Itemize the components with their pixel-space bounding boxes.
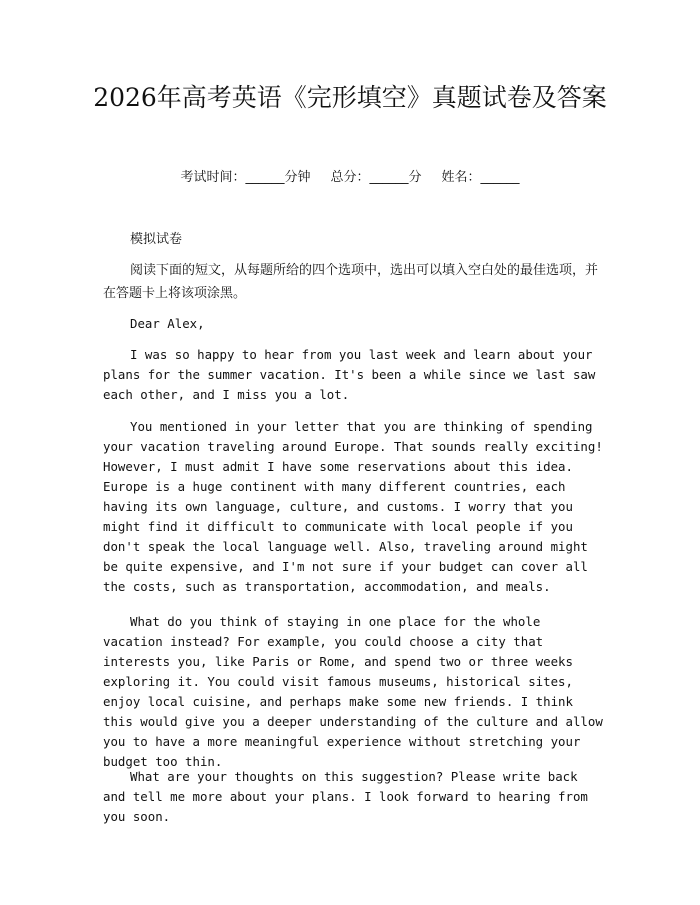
letter-paragraph-4: What are your thoughts on this suggestion? Please write back and tell me more about your plans. I look forward to hearing from you soon. — [103, 769, 588, 824]
instructions-paragraph: 阅读下面的短文，从每题所给的四个选项中，选出可以填入空白处的最佳选项，并在答题卡上将该项涂黑。 — [103, 263, 599, 301]
total-score-field: 总分：______分 — [330, 170, 422, 185]
letter-paragraph-3: What do you think of staying in one place for the whole vacation instead? For example, you could choose a city that interests you, like Paris or Rome, and spend two or three weeks exploring it. You could visit famous museums, historical sites, enjoy local cuisine, and perhaps make some new friends. I think this would give you a deeper understanding of the culture and allow you to have a more meaningful experience without stretching your budget too thin. — [103, 614, 603, 769]
section-heading: 模拟试卷 — [130, 232, 183, 247]
letter-paragraph-2: You mentioned in your letter that you are thinking of spending your vacation traveling around Europe. That sounds really exciting! However, I must admit I have some reservations about this idea. Europe is a huge continent with many different countries, each having its own language, culture, and customs. I worry that you might find it difficult to communicate with local people if you don't speak the local language well. Also, traveling around might be quite expensive, and I'm not sure if your budget can cover all the costs, such as transportation, accommodation, and meals. — [103, 419, 603, 594]
exam-meta-line — [0, 168, 700, 188]
document-title: 2026年高考英语《完形填空》真题试卷及答案 — [93, 83, 607, 112]
letter-paragraph-1: I was so happy to hear from you last week and learn about your plans for the summer vacation. It's been a while since we last saw each other, and I miss you a lot. — [103, 347, 596, 402]
exam-time-field: 考试时间：______分钟 — [180, 170, 311, 185]
student-name-field: 姓名：______ — [441, 170, 520, 185]
letter-salutation: Dear Alex, — [130, 316, 205, 331]
